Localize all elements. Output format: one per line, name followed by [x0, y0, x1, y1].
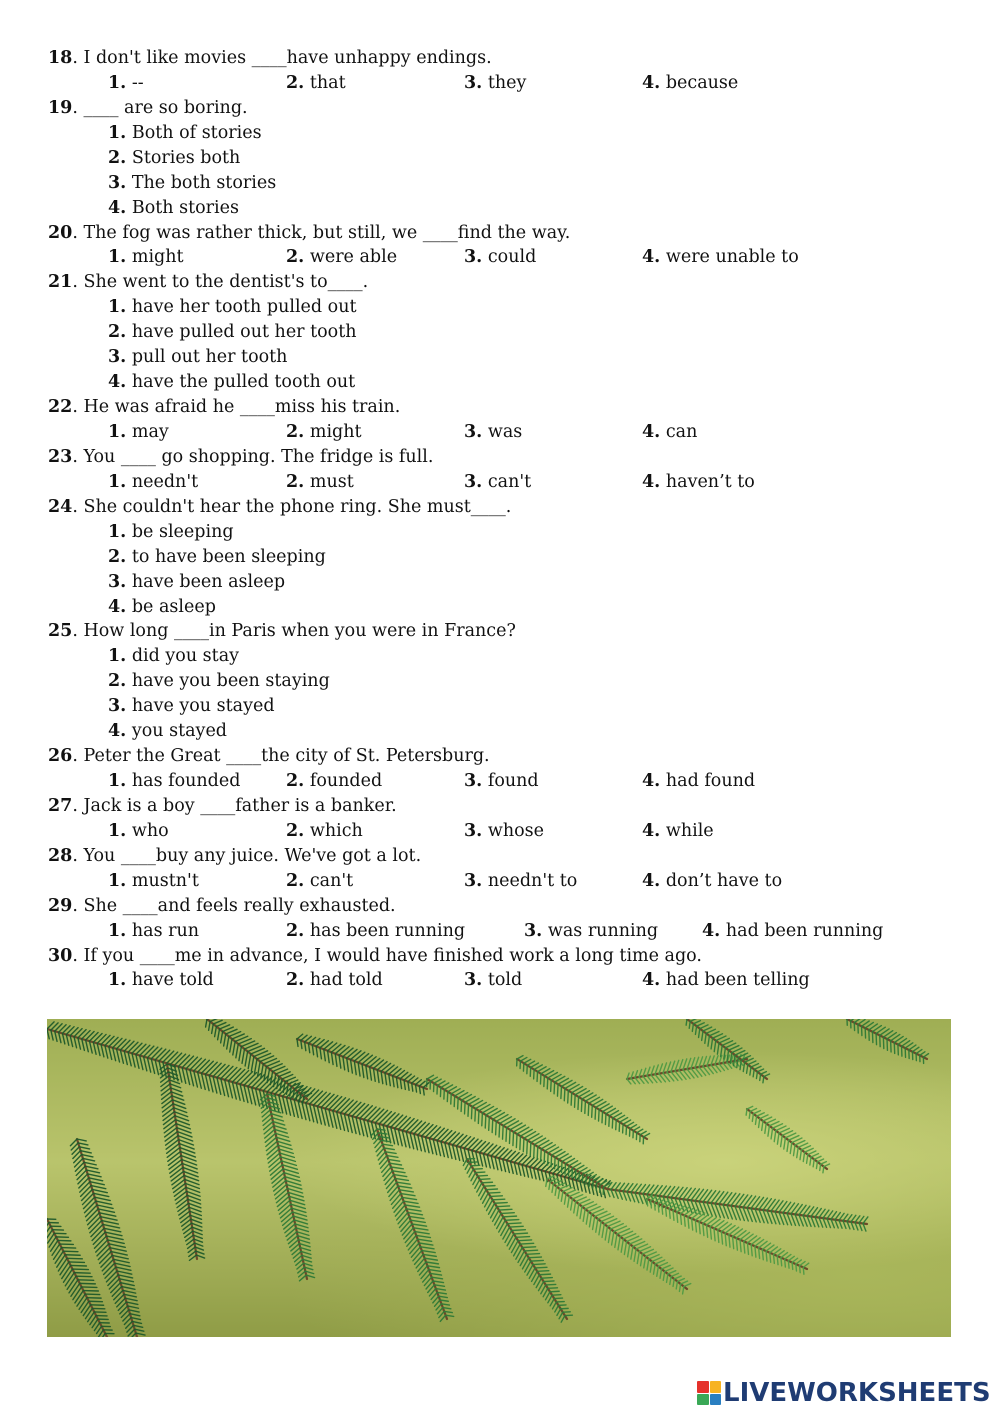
- question-text: . Peter the Great ____the city of St. Petersburg.: [72, 746, 490, 766]
- question-text: . She ____and feels really exhausted.: [72, 895, 396, 916]
- answer-option[interactable]: [464, 71, 526, 96]
- option-label: Both of stories: [131, 122, 262, 143]
- option-number: 3.: [108, 571, 127, 592]
- option-label: had found: [665, 771, 756, 791]
- option-number: 4.: [642, 970, 661, 991]
- answer-option[interactable]: [108, 71, 144, 96]
- option-number: 2.: [286, 920, 305, 941]
- badge-square-blue: [710, 1394, 722, 1406]
- answer-option[interactable]: [464, 819, 544, 844]
- answer-option[interactable]: [642, 245, 799, 270]
- option-label: can't: [487, 471, 532, 492]
- answer-option[interactable]: [108, 644, 239, 669]
- option-number: 3.: [108, 347, 127, 368]
- question-stem: [48, 619, 516, 644]
- option-label: have pulled out her tooth: [131, 322, 357, 343]
- answer-option[interactable]: [286, 420, 362, 445]
- badge-square-green: [697, 1394, 709, 1406]
- option-label: haven’t to: [665, 471, 755, 492]
- answer-option[interactable]: [286, 869, 353, 894]
- option-number: 4.: [642, 471, 661, 492]
- question-stem: [48, 844, 421, 869]
- answer-option[interactable]: [642, 470, 755, 495]
- answer-option[interactable]: [642, 420, 697, 445]
- option-number: 1.: [108, 870, 127, 891]
- answer-option[interactable]: [642, 769, 755, 794]
- option-number: 2.: [286, 421, 305, 442]
- option-label: had been telling: [665, 970, 810, 991]
- question-stem: [48, 495, 511, 520]
- answer-option[interactable]: [286, 71, 346, 96]
- option-label: founded: [309, 771, 383, 791]
- option-number: 3.: [464, 970, 483, 991]
- option-number: 1.: [108, 72, 127, 93]
- option-number: 2.: [286, 247, 305, 268]
- question-text: . Jack is a boy ____father is a banker.: [72, 795, 397, 816]
- badge-square-yellow: [710, 1381, 722, 1393]
- question-text: . She couldn't hear the phone ring. She must____.: [72, 496, 512, 517]
- question-number: 28: [48, 845, 73, 866]
- option-number: 3.: [108, 172, 127, 193]
- answer-option[interactable]: [108, 245, 184, 270]
- answer-option[interactable]: [286, 919, 465, 944]
- option-number: 1.: [108, 646, 127, 667]
- question-stem: [48, 744, 490, 769]
- answer-option[interactable]: [464, 769, 539, 794]
- option-number: 4.: [108, 596, 127, 617]
- option-label: be asleep: [131, 596, 216, 617]
- option-label: has founded: [131, 771, 241, 791]
- answer-option[interactable]: [108, 520, 234, 545]
- question-text: . The fog was rather thick, but still, we ____find the way.: [72, 222, 571, 243]
- option-number: 2.: [108, 546, 127, 567]
- answer-option[interactable]: [464, 245, 536, 270]
- option-label: be sleeping: [131, 521, 234, 542]
- answer-option[interactable]: [108, 570, 285, 595]
- question-number: 23: [48, 446, 73, 467]
- answer-option[interactable]: [286, 769, 382, 794]
- option-label: mustn't: [131, 870, 199, 891]
- option-label: The both stories: [131, 172, 277, 193]
- question-number: 22: [48, 397, 73, 417]
- option-number: 2.: [286, 970, 305, 991]
- option-label: must: [309, 471, 354, 492]
- option-label: told: [487, 970, 523, 991]
- answer-option[interactable]: [108, 545, 326, 570]
- option-number: 1.: [108, 771, 127, 791]
- answer-option[interactable]: [464, 420, 522, 445]
- option-number: 4.: [642, 421, 661, 442]
- option-number: 3.: [464, 421, 483, 442]
- answer-option[interactable]: [464, 869, 577, 894]
- option-label: pull out her tooth: [131, 347, 288, 368]
- answer-option[interactable]: [108, 869, 199, 894]
- question-stem: [48, 46, 492, 71]
- liveworksheets-logo: [697, 1378, 991, 1408]
- option-number: 1.: [108, 247, 127, 268]
- option-label: --: [131, 72, 144, 93]
- question-stem: [48, 270, 368, 295]
- option-label: have her tooth pulled out: [131, 297, 357, 318]
- answer-option[interactable]: [108, 819, 169, 844]
- logo-text: LIVEWORKSHEETS: [723, 1378, 991, 1408]
- question-text: . She went to the dentist's to____.: [72, 272, 369, 293]
- answer-option[interactable]: [108, 420, 169, 445]
- answer-option[interactable]: [108, 719, 227, 744]
- question-text: . ____ are so boring.: [72, 97, 248, 118]
- option-number: 2.: [108, 147, 127, 168]
- option-label: were able: [309, 247, 398, 268]
- question-number: 18: [48, 48, 73, 68]
- option-number: 1.: [108, 970, 127, 991]
- option-number: 3.: [464, 820, 483, 841]
- spruce-branch-photo: [47, 1019, 951, 1337]
- option-number: 4.: [108, 197, 127, 218]
- option-label: to have been sleeping: [131, 546, 326, 567]
- question-stem: [48, 794, 397, 819]
- question-text: . You ____buy any juice. We've got a lot.: [72, 845, 422, 866]
- liveworksheets-logo-icon: [697, 1381, 721, 1405]
- option-number: 2.: [108, 671, 127, 692]
- answer-option[interactable]: [524, 919, 658, 944]
- option-label: can: [665, 421, 698, 442]
- question-number: 27: [48, 795, 73, 816]
- question-number: 21: [48, 272, 73, 293]
- question-text: . I don't like movies ____have unhappy endings.: [72, 48, 492, 68]
- answer-option[interactable]: [108, 669, 330, 694]
- question-stem: [48, 944, 702, 969]
- option-number: 4.: [702, 920, 721, 941]
- question-number: 24: [48, 496, 73, 517]
- option-label: have told: [131, 970, 214, 991]
- option-number: 4.: [642, 820, 661, 841]
- answer-option[interactable]: [642, 71, 738, 96]
- question-number: 26: [48, 746, 73, 766]
- option-label: they: [487, 72, 527, 93]
- option-label: that: [309, 72, 346, 93]
- option-number: 2.: [108, 322, 127, 343]
- answer-option[interactable]: [108, 694, 275, 719]
- option-label: could: [487, 247, 537, 268]
- option-label: have you stayed: [131, 696, 275, 717]
- option-label: had been running: [725, 920, 884, 941]
- option-number: 3.: [108, 696, 127, 717]
- option-number: 1.: [108, 820, 127, 841]
- question-number: 19: [48, 97, 73, 118]
- option-label: Both stories: [131, 197, 239, 218]
- option-label: can't: [309, 870, 354, 891]
- option-label: was: [487, 421, 523, 442]
- option-number: 2.: [286, 471, 305, 492]
- option-label: while: [665, 820, 714, 841]
- question-text: . You ____ go shopping. The fridge is full.: [72, 446, 434, 467]
- option-label: because: [665, 72, 739, 93]
- question-stem: [48, 96, 248, 121]
- option-number: 3.: [464, 247, 483, 268]
- answer-option[interactable]: [108, 295, 357, 320]
- answer-option[interactable]: [286, 470, 354, 495]
- question-stem: [48, 894, 396, 919]
- question-stem: [48, 395, 400, 420]
- option-label: which: [309, 820, 363, 841]
- answer-option[interactable]: [286, 819, 363, 844]
- option-label: were unable to: [665, 247, 799, 268]
- option-number: 3.: [464, 72, 483, 93]
- option-number: 4.: [642, 771, 661, 791]
- option-number: 1.: [108, 297, 127, 318]
- question-stem: [48, 221, 570, 246]
- answer-option[interactable]: [108, 595, 216, 620]
- answer-option[interactable]: [286, 968, 383, 993]
- option-number: 3.: [464, 870, 483, 891]
- option-label: needn't: [131, 471, 199, 492]
- answer-option[interactable]: [108, 345, 287, 370]
- option-number: 2.: [286, 870, 305, 891]
- answer-option[interactable]: [108, 769, 240, 794]
- option-number: 3.: [524, 920, 543, 941]
- option-label: have you been staying: [131, 671, 330, 692]
- option-number: 1.: [108, 521, 127, 542]
- option-label: has been running: [309, 920, 466, 941]
- option-number: 4.: [642, 870, 661, 891]
- answer-option[interactable]: [642, 968, 810, 993]
- option-label: have been asleep: [131, 571, 286, 592]
- option-number: 2.: [286, 820, 305, 841]
- option-label: had told: [309, 970, 383, 991]
- question-number: 29: [48, 895, 73, 916]
- option-label: whose: [487, 820, 544, 841]
- option-label: don’t have to: [665, 870, 783, 891]
- answer-option[interactable]: [108, 171, 276, 196]
- option-number: 1.: [108, 920, 127, 941]
- option-number: 1.: [108, 421, 127, 442]
- option-number: 4.: [108, 372, 127, 393]
- answer-option[interactable]: [108, 968, 214, 993]
- option-label: was running: [547, 920, 659, 941]
- question-number: 30: [48, 945, 73, 966]
- spruce-branch-illustration: [47, 1019, 951, 1337]
- answer-option[interactable]: [642, 819, 714, 844]
- answer-option[interactable]: [108, 146, 240, 171]
- answer-option[interactable]: [108, 196, 239, 221]
- option-label: Stories both: [131, 147, 241, 168]
- answer-option[interactable]: [286, 245, 397, 270]
- question-text: . How long ____in Paris when you were in France?: [72, 621, 516, 642]
- option-number: 3.: [464, 771, 483, 791]
- option-number: 2.: [286, 771, 305, 791]
- option-number: 4.: [642, 247, 661, 268]
- option-label: did you stay: [131, 646, 240, 667]
- option-number: 4.: [642, 72, 661, 93]
- option-label: has run: [131, 920, 200, 941]
- badge-square-red: [697, 1381, 709, 1393]
- option-label: found: [487, 771, 539, 791]
- option-number: 1.: [108, 122, 127, 143]
- option-label: may: [131, 421, 169, 442]
- question-stem: [48, 445, 433, 470]
- question-text: . If you ____me in advance, I would have finished work a long time ago.: [72, 945, 702, 966]
- answer-option[interactable]: [108, 370, 355, 395]
- question-text: . He was afraid he ____miss his train.: [72, 397, 401, 417]
- question-number: 25: [48, 621, 73, 642]
- answer-option[interactable]: [464, 470, 531, 495]
- answer-option[interactable]: [108, 320, 357, 345]
- answer-option[interactable]: [108, 470, 198, 495]
- question-number: 20: [48, 222, 73, 243]
- option-number: 1.: [108, 471, 127, 492]
- answer-option[interactable]: [702, 919, 883, 944]
- option-label: might: [131, 247, 184, 268]
- option-label: needn't to: [487, 870, 578, 891]
- answer-option[interactable]: [108, 121, 262, 146]
- answer-option[interactable]: [464, 968, 522, 993]
- answer-option[interactable]: [642, 869, 782, 894]
- option-label: have the pulled tooth out: [131, 372, 356, 393]
- option-label: who: [131, 820, 169, 841]
- option-label: you stayed: [131, 721, 228, 742]
- option-number: 4.: [108, 721, 127, 742]
- answer-option[interactable]: [108, 919, 199, 944]
- option-number: 3.: [464, 471, 483, 492]
- option-label: might: [309, 421, 362, 442]
- option-number: 2.: [286, 72, 305, 93]
